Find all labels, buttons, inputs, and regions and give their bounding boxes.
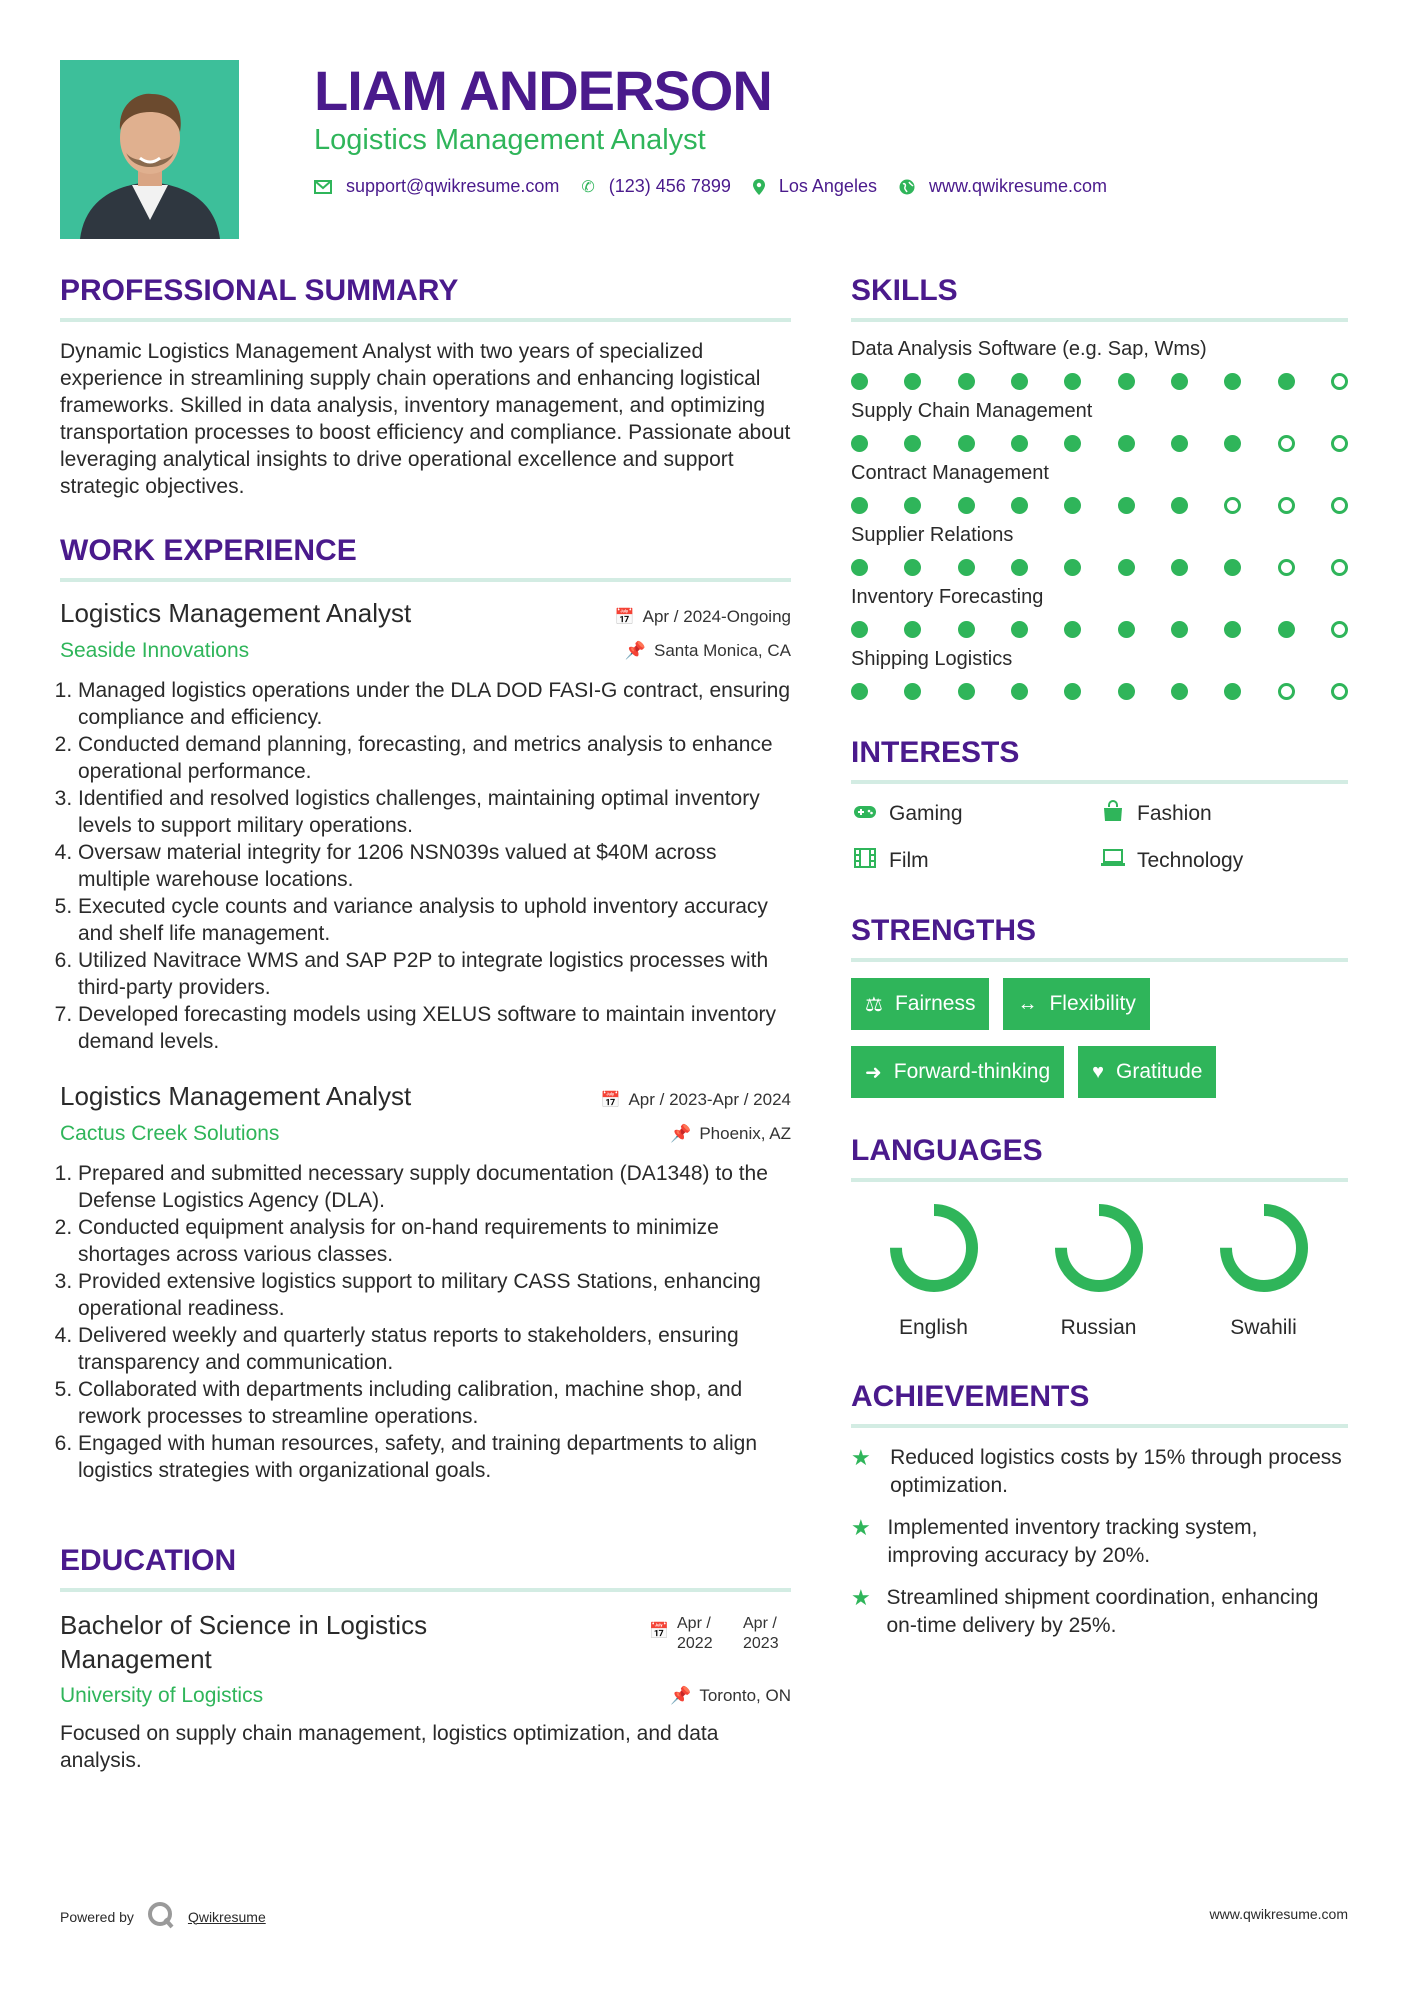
rating-dot-filled [1278,373,1295,390]
contact-website[interactable]: www.qwikresume.com [928,176,1107,196]
job-dates-text: Apr / 2024-Ongoing [642,607,791,626]
rating-dot-filled [1011,621,1028,638]
rating-dot-filled [1118,683,1135,700]
job-dates-text: Apr / 2023-Apr / 2024 [628,1090,791,1109]
strengths-tags [851,978,1348,1098]
candidate-name: LIAM ANDERSON [314,59,772,122]
summary-text: Dynamic Logistics Management Analyst with two years of specialized experience in streamlining supply chain operations and enhancing logistical frameworks. Skilled in data analysis, inventory management, and optimizing transportation processes to boost efficiency and compliance. Passionate about leveraging analytical insights to drive operational excellence and support strategic objectives. [60,340,791,498]
skills-list [851,338,1348,700]
rating-dot-empty [1331,559,1348,576]
rating-dot-filled [1118,497,1135,514]
rating-dot-filled [1118,373,1135,390]
rating-dot-empty [1331,497,1348,514]
section-heading-education: EDUCATION [60,1544,791,1592]
heart-icon: ♥ [1092,1060,1105,1083]
rating-dot-filled [904,497,921,514]
rating-dot-filled [1118,435,1135,452]
qwikresume-logo-icon [146,1900,176,1933]
strength-label: Flexibility [1049,992,1136,1015]
rating-dot-filled [904,683,921,700]
rating-dot-filled [1224,683,1241,700]
footer-website[interactable]: www.qwikresume.com [1209,1906,1348,1922]
strength-label: Fairness [894,992,976,1015]
rating-dot-empty [1278,435,1295,452]
rating-dot-filled [1224,559,1241,576]
map-marker-icon [753,179,765,195]
education-entry [60,1608,791,1774]
rating-dot-filled [1171,559,1188,576]
job-bullet: 1. Prepared and submitted necessary supply documentation (DA1348) to the Defense Logistics Agency (DLA). [78,1160,791,1214]
language-name: Swahili [1230,1316,1297,1339]
interest-label: Fashion [1137,802,1212,825]
contact-phone[interactable]: (123) 456 7899 [608,176,731,196]
rating-dot-filled [1171,683,1188,700]
calendar-icon: 📅 [649,1623,669,1640]
job-bullet: 6. Utilized Navitrace WMS and SAP P2P to integrate logistics processes with third-party providers. [78,947,791,1001]
skill-item [851,586,1348,638]
skill-name: Supplier Relations [851,524,1014,546]
achievement-item [851,1444,1348,1500]
language-name: English [899,1316,968,1339]
rating-dot-empty [1331,683,1348,700]
skill-item [851,648,1348,700]
rating-dot-filled [1064,373,1081,390]
film-icon [851,848,879,874]
candidate-title: Logistics Management Analyst [314,124,706,156]
interest-label: Technology [1137,849,1244,872]
strength-label: Forward-thinking [893,1060,1051,1083]
rating-dot-empty [1331,435,1348,452]
skill-rating [851,435,1348,452]
strength-label: Gratitude [1116,1060,1203,1083]
degree-title: Bachelor of Science in Logistics Management [60,1610,428,1674]
job-bullet: 6. Engaged with human resources, safety, and training departments to align logistics strategies with organizational goals. [78,1430,791,1484]
envelope-icon [314,180,332,194]
interests-grid [851,800,1348,874]
rating-dot-filled [1011,435,1028,452]
interest-item [1099,800,1347,828]
laptop-icon [1099,849,1127,873]
job-company: Seaside Innovations [60,639,250,662]
job-location-text: Phoenix, AZ [699,1124,791,1143]
education-end: Apr / 2023 [743,1615,779,1652]
rating-dot-filled [1171,621,1188,638]
rating-dot-filled [1224,435,1241,452]
skill-name: Supply Chain Management [851,400,1093,422]
interest-item [1099,848,1347,874]
language-item [1181,1198,1346,1340]
education-description: Focused on supply chain management, logistics optimization, and data analysis. [60,1722,719,1772]
job-bullet: 1. Managed logistics operations under the DLA DOD FASI-G contract, ensuring compliance and efficiency. [78,677,791,731]
skill-rating [851,497,1348,514]
pin-icon: 📌 [624,641,646,660]
job-bullet: 7. Developed forecasting models using XELUS software to maintain inventory demand levels. [78,1001,791,1055]
contact-email[interactable]: support@qwikresume.com [346,176,560,196]
rating-dot-filled [1011,683,1028,700]
rating-dot-filled [851,373,868,390]
shopping-bag-icon [1099,800,1127,828]
rating-dot-filled [1171,435,1188,452]
skill-rating [851,559,1348,576]
rating-dot-filled [1278,621,1295,638]
rating-dot-filled [1064,497,1081,514]
job-bullet: 2. Conducted demand planning, forecasting, and metrics analysis to enhance operational performance. [78,731,791,785]
job-bullets [60,1160,791,1484]
arrow-right-icon: ➜ [865,1061,882,1084]
section-heading-skills: SKILLS [851,274,1348,322]
strength-tag [1003,978,1149,1030]
strength-tag [851,978,989,1030]
job-entry [60,1081,791,1484]
job-bullet: 3. Provided extensive logistics support to military CASS Stations, enhancing operational readiness. [78,1268,791,1322]
rating-dot-filled [1118,559,1135,576]
globe-icon [899,179,915,195]
arrows-horizontal-icon: ↔ [1017,992,1038,1015]
gamepad-icon [851,803,879,826]
job-bullet: 4. Delivered weekly and quarterly status reports to stakeholders, ensuring transparency and communication. [78,1322,791,1376]
rating-dot-filled [1171,373,1188,390]
rating-dot-filled [851,497,868,514]
rating-dot-filled [1171,497,1188,514]
job-dates [601,1090,791,1110]
job-dates [615,607,791,627]
footer-powered-by [60,1900,266,1933]
rating-dot-filled [1064,683,1081,700]
rating-dot-filled [851,621,868,638]
achievement-text: Streamlined shipment coordination, enhancing on-time delivery by 25%. [886,1586,1319,1637]
section-heading-strengths: STRENGTHS [851,914,1348,962]
rating-dot-filled [904,373,921,390]
job-bullet: 5. Executed cycle counts and variance analysis to uphold inventory accuracy and shelf life management. [78,893,791,947]
education-start: Apr / 2022 [677,1615,713,1652]
rating-dot-filled [1224,373,1241,390]
job-bullet: 3. Identified and resolved logistics challenges, maintaining optimal inventory levels to support military operations. [78,785,791,839]
balance-scale-icon: ⚖ [865,993,883,1016]
language-level-arc [1226,1210,1302,1286]
rating-dot-filled [904,621,921,638]
skill-name: Inventory Forecasting [851,586,1044,608]
calendar-icon: 📅 [600,1092,621,1109]
pin-icon: 📌 [670,1686,692,1705]
rating-dot-empty [1331,373,1348,390]
section-heading-work: WORK EXPERIENCE [60,534,791,582]
strength-tag [1078,1046,1216,1098]
job-bullet: 4. Oversaw material integrity for 1206 NSN039s valued at $40M across multiple warehouse locations. [78,839,791,893]
language-level-arc [1061,1210,1137,1286]
skill-item [851,462,1348,514]
skill-name: Shipping Logistics [851,648,1013,670]
achievement-text: Implemented inventory tracking system, improving accuracy by 20%. [887,1516,1258,1567]
star-icon: ★ [851,1585,871,1610]
rating-dot-filled [1064,559,1081,576]
section-heading-interests: INTERESTS [851,736,1348,784]
rating-dot-filled [851,435,868,452]
language-level-ring [1049,1198,1149,1298]
job-bullets [60,677,791,1055]
rating-dot-filled [958,559,975,576]
section-heading-achievements: ACHIEVEMENTS [851,1380,1348,1428]
rating-dot-empty [1224,497,1241,514]
rating-dot-filled [958,373,975,390]
powered-by-label: Powered by [60,1908,134,1925]
rating-dot-filled [1011,497,1028,514]
language-level-ring [1214,1198,1314,1298]
star-icon: ★ [851,1515,871,1540]
achievement-item [851,1584,1348,1640]
job-location-text: Santa Monica, CA [653,641,791,660]
section-heading-summary: PROFESSIONAL SUMMARY [60,274,791,322]
rating-dot-empty [1331,621,1348,638]
job-bullet: 5. Collaborated with departments including calibration, machine shop, and rework processes to streamline operations. [78,1376,791,1430]
rating-dot-filled [904,559,921,576]
education-dates [649,1614,791,1676]
rating-dot-filled [958,683,975,700]
phone-icon: ✆ [581,178,595,196]
rating-dot-filled [1224,621,1241,638]
skill-item [851,338,1348,390]
language-name: Russian [1060,1316,1137,1339]
interest-label: Film [889,849,929,872]
language-item [1016,1198,1181,1340]
rating-dot-filled [1118,621,1135,638]
strength-tag [851,1046,1064,1098]
rating-dot-filled [1011,373,1028,390]
job-company: Cactus Creek Solutions [60,1122,280,1145]
skill-rating [851,683,1348,700]
skill-rating [851,373,1348,390]
rating-dot-filled [958,435,975,452]
rating-dot-empty [1278,683,1295,700]
rating-dot-empty [1278,497,1295,514]
rating-dot-filled [1064,435,1081,452]
rating-dot-filled [1011,559,1028,576]
language-level-arc [896,1210,972,1286]
rating-dot-filled [851,559,868,576]
skill-item [851,524,1348,576]
language-level-ring [884,1198,984,1298]
skill-rating [851,621,1348,638]
education-location-text: Toronto, ON [699,1686,791,1705]
rating-dot-filled [1064,621,1081,638]
language-item [851,1198,1016,1340]
star-icon: ★ [851,1445,871,1470]
rating-dot-filled [904,435,921,452]
profile-photo [60,60,239,239]
rating-dot-filled [958,621,975,638]
interest-item [851,848,1099,874]
calendar-icon: 📅 [614,609,635,626]
job-location [625,641,791,661]
interest-item [851,800,1099,828]
right-column [851,274,1348,1654]
job-title: Logistics Management Analyst [60,598,412,628]
education-location [670,1686,791,1706]
job-location [670,1124,791,1144]
achievement-text: Reduced logistics costs by 15% through process optimization. [890,1446,1342,1497]
languages-list [851,1198,1348,1340]
brand-link[interactable]: Qwikresume [187,1908,266,1925]
job-bullet: 2. Conducted equipment analysis for on-hand requirements to minimize shortages across various classes. [78,1214,791,1268]
left-column [60,274,791,1774]
pin-icon: 📌 [670,1124,692,1143]
rating-dot-filled [958,497,975,514]
rating-dot-empty [1278,559,1295,576]
job-entry [60,598,791,1055]
skill-name: Data Analysis Software (e.g. Sap, Wms) [851,338,1207,360]
job-title: Logistics Management Analyst [60,1081,412,1111]
achievement-item [851,1514,1348,1570]
rating-dot-filled [851,683,868,700]
contact-location: Los Angeles [778,176,877,196]
skill-name: Contract Management [851,462,1049,484]
school-name: University of Logistics [60,1684,264,1707]
section-heading-languages: LANGUAGES [851,1134,1348,1182]
skill-item [851,400,1348,452]
contact-bar [314,176,1129,197]
interest-label: Gaming [889,802,963,825]
